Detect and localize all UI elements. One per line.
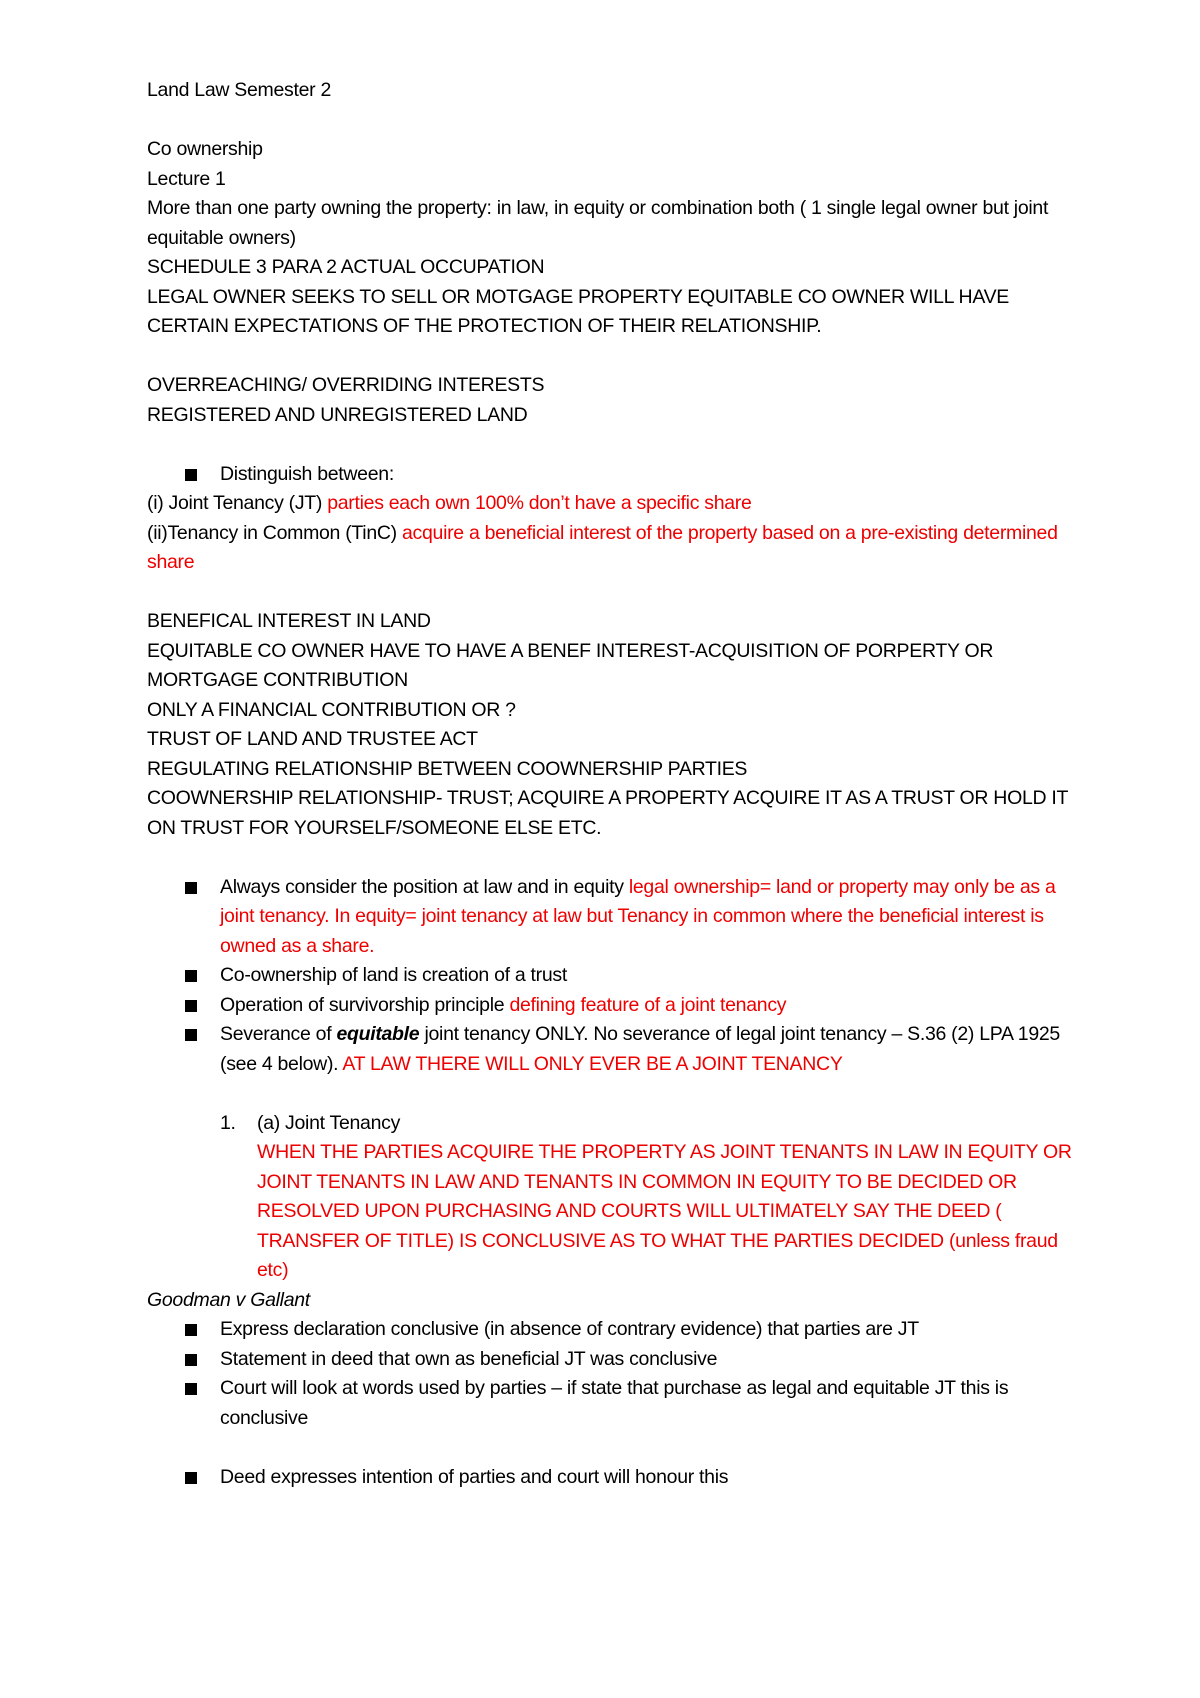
joint-tenancy-label: (i) Joint Tenancy (JT) <box>147 492 323 514</box>
point-red-text: defining feature of a joint tenancy <box>509 993 787 1016</box>
schedule-line: SCHEDULE 3 PARA 2 ACTUAL OCCUPATION <box>147 256 545 278</box>
list-item <box>147 1374 1077 1433</box>
square-bullet-icon <box>185 882 197 894</box>
beneficial-interest-line: BENEFICAL INTEREST IN LAND <box>147 610 431 632</box>
section-note: WHEN THE PARTIES ACQUIRE THE PROPERTY AS JOINT TENANTS IN LAW IN EQUITY OR JOINT TENANTS IN LAW AND TENANTS IN COMMON IN EQUITY TO BE DECIDED OR RESOLVED UPON PURCHASING AND COURTS WILL ULTIMATELY SAY THE DEED ( TRANSFER OF TITLE) IS CONCLUSIVE AS TO WHAT THE PARTIES DECIDED (unless fraud etc) <box>257 1141 1072 1281</box>
list-item <box>147 460 1077 490</box>
list-item <box>147 1020 1077 1079</box>
tenancy-in-common-label: (ii)Tenancy in Common (TinC) <box>147 521 397 544</box>
lecture-label: Lecture 1 <box>147 167 226 190</box>
case-point-text: Court will look at words used by parties – if state that purchase as legal and equitable JT this is conclusive <box>220 1377 1009 1429</box>
square-bullet-icon <box>185 1324 197 1336</box>
section-title: (a) Joint Tenancy <box>257 1111 401 1134</box>
equitable-co-owner-line: EQUITABLE CO OWNER HAVE TO HAVE A BENEF INTEREST-ACQUISITION OF PORPERTY OR MORTGAGE CONTRIBUTION <box>147 639 994 691</box>
point-red-text: legal ownership= land or property may only be as a joint tenancy. In equity= joint tenancy at law but Tenancy in common where the beneficial interest is owned as a share. <box>220 875 1056 957</box>
point-text: joint tenancy ONLY. No severance of legal joint tenancy – S.36 (2) LPA 1925 (see 4 below). <box>220 1023 1060 1075</box>
point-text: Operation of survivorship principle <box>220 993 510 1016</box>
section-number: 1. <box>220 1111 236 1134</box>
case-name: Goodman v Gallant <box>147 1288 310 1311</box>
square-bullet-icon <box>185 469 197 481</box>
joint-tenancy-line <box>147 489 1077 519</box>
section-heading: Co ownership <box>147 138 263 160</box>
tenancy-in-common-line <box>147 519 1077 578</box>
case-point-text: Statement in deed that own as beneficial JT was conclusive <box>220 1347 718 1370</box>
regulating-relationship-line: REGULATING RELATIONSHIP BETWEEN COOWNERSHIP PARTIES <box>147 757 748 780</box>
distinguish-list <box>147 460 1077 490</box>
square-bullet-icon <box>185 1472 197 1484</box>
registered-line: REGISTERED AND UNREGISTERED LAND <box>147 403 528 426</box>
point-red-text: AT LAW THERE WILL ONLY EVER BE A JOINT TENANCY <box>342 1052 843 1075</box>
case-point-text: Express declaration conclusive (in absence of contrary evidence) that parties are JT <box>220 1318 919 1340</box>
square-bullet-icon <box>185 1383 197 1395</box>
point-text: Co-ownership of land is creation of a trust <box>220 964 567 986</box>
list-item <box>147 961 1077 991</box>
tenancy-in-common-note: acquire a beneficial interest of the property based on a pre-existing determined share <box>147 521 1058 573</box>
list-item <box>147 1345 1077 1375</box>
point-text: Severance of <box>220 1023 337 1045</box>
square-bullet-icon <box>185 1000 197 1012</box>
coownership-trust-line: COOWNERSHIP RELATIONSHIP- TRUST; ACQUIRE A PROPERTY ACQUIRE IT AS A TRUST OR HOLD IT ON TRUST FOR YOURSELF/SOMEONE ELSE ETC. <box>147 787 1068 839</box>
joint-tenancy-note: parties each own 100% don’t have a specific share <box>327 492 752 514</box>
final-point-list <box>147 1463 1077 1493</box>
intro-paragraph: More than one party owning the property: in law, in equity or combination both ( 1 single legal owner but joint equitable owners) <box>147 197 1049 249</box>
document-body <box>147 76 1077 1492</box>
key-points-list <box>147 873 1077 1080</box>
point-text: Always consider the position at law and in equity <box>220 875 629 898</box>
square-bullet-icon <box>185 1354 197 1366</box>
distinguish-bullet-text: Distinguish between: <box>220 462 394 485</box>
list-item <box>147 1463 1077 1493</box>
trust-of-land-line: TRUST OF LAND AND TRUSTEE ACT <box>147 728 478 750</box>
square-bullet-icon <box>185 970 197 982</box>
financial-contribution-line: ONLY A FINANCIAL CONTRIBUTION OR ? <box>147 698 516 721</box>
square-bullet-icon <box>185 1029 197 1041</box>
numbered-section <box>147 1109 1077 1286</box>
legal-owner-paragraph: LEGAL OWNER SEEKS TO SELL OR MOTGAGE PROPERTY EQUITABLE CO OWNER WILL HAVE CERTAIN EXPECTATIONS OF THE PROTECTION OF THEIR RELATIONSHIP. <box>147 285 1010 337</box>
list-item <box>147 991 1077 1021</box>
list-item <box>147 1315 1077 1345</box>
emphasis-text: equitable <box>336 1023 420 1045</box>
case-points-list <box>147 1315 1077 1433</box>
list-item <box>147 873 1077 962</box>
case-point-text: Deed expresses intention of parties and court will honour this <box>220 1465 729 1488</box>
document-title: Land Law Semester 2 <box>147 79 331 101</box>
overreaching-line: OVERREACHING/ OVERRIDING INTERESTS <box>147 374 545 396</box>
